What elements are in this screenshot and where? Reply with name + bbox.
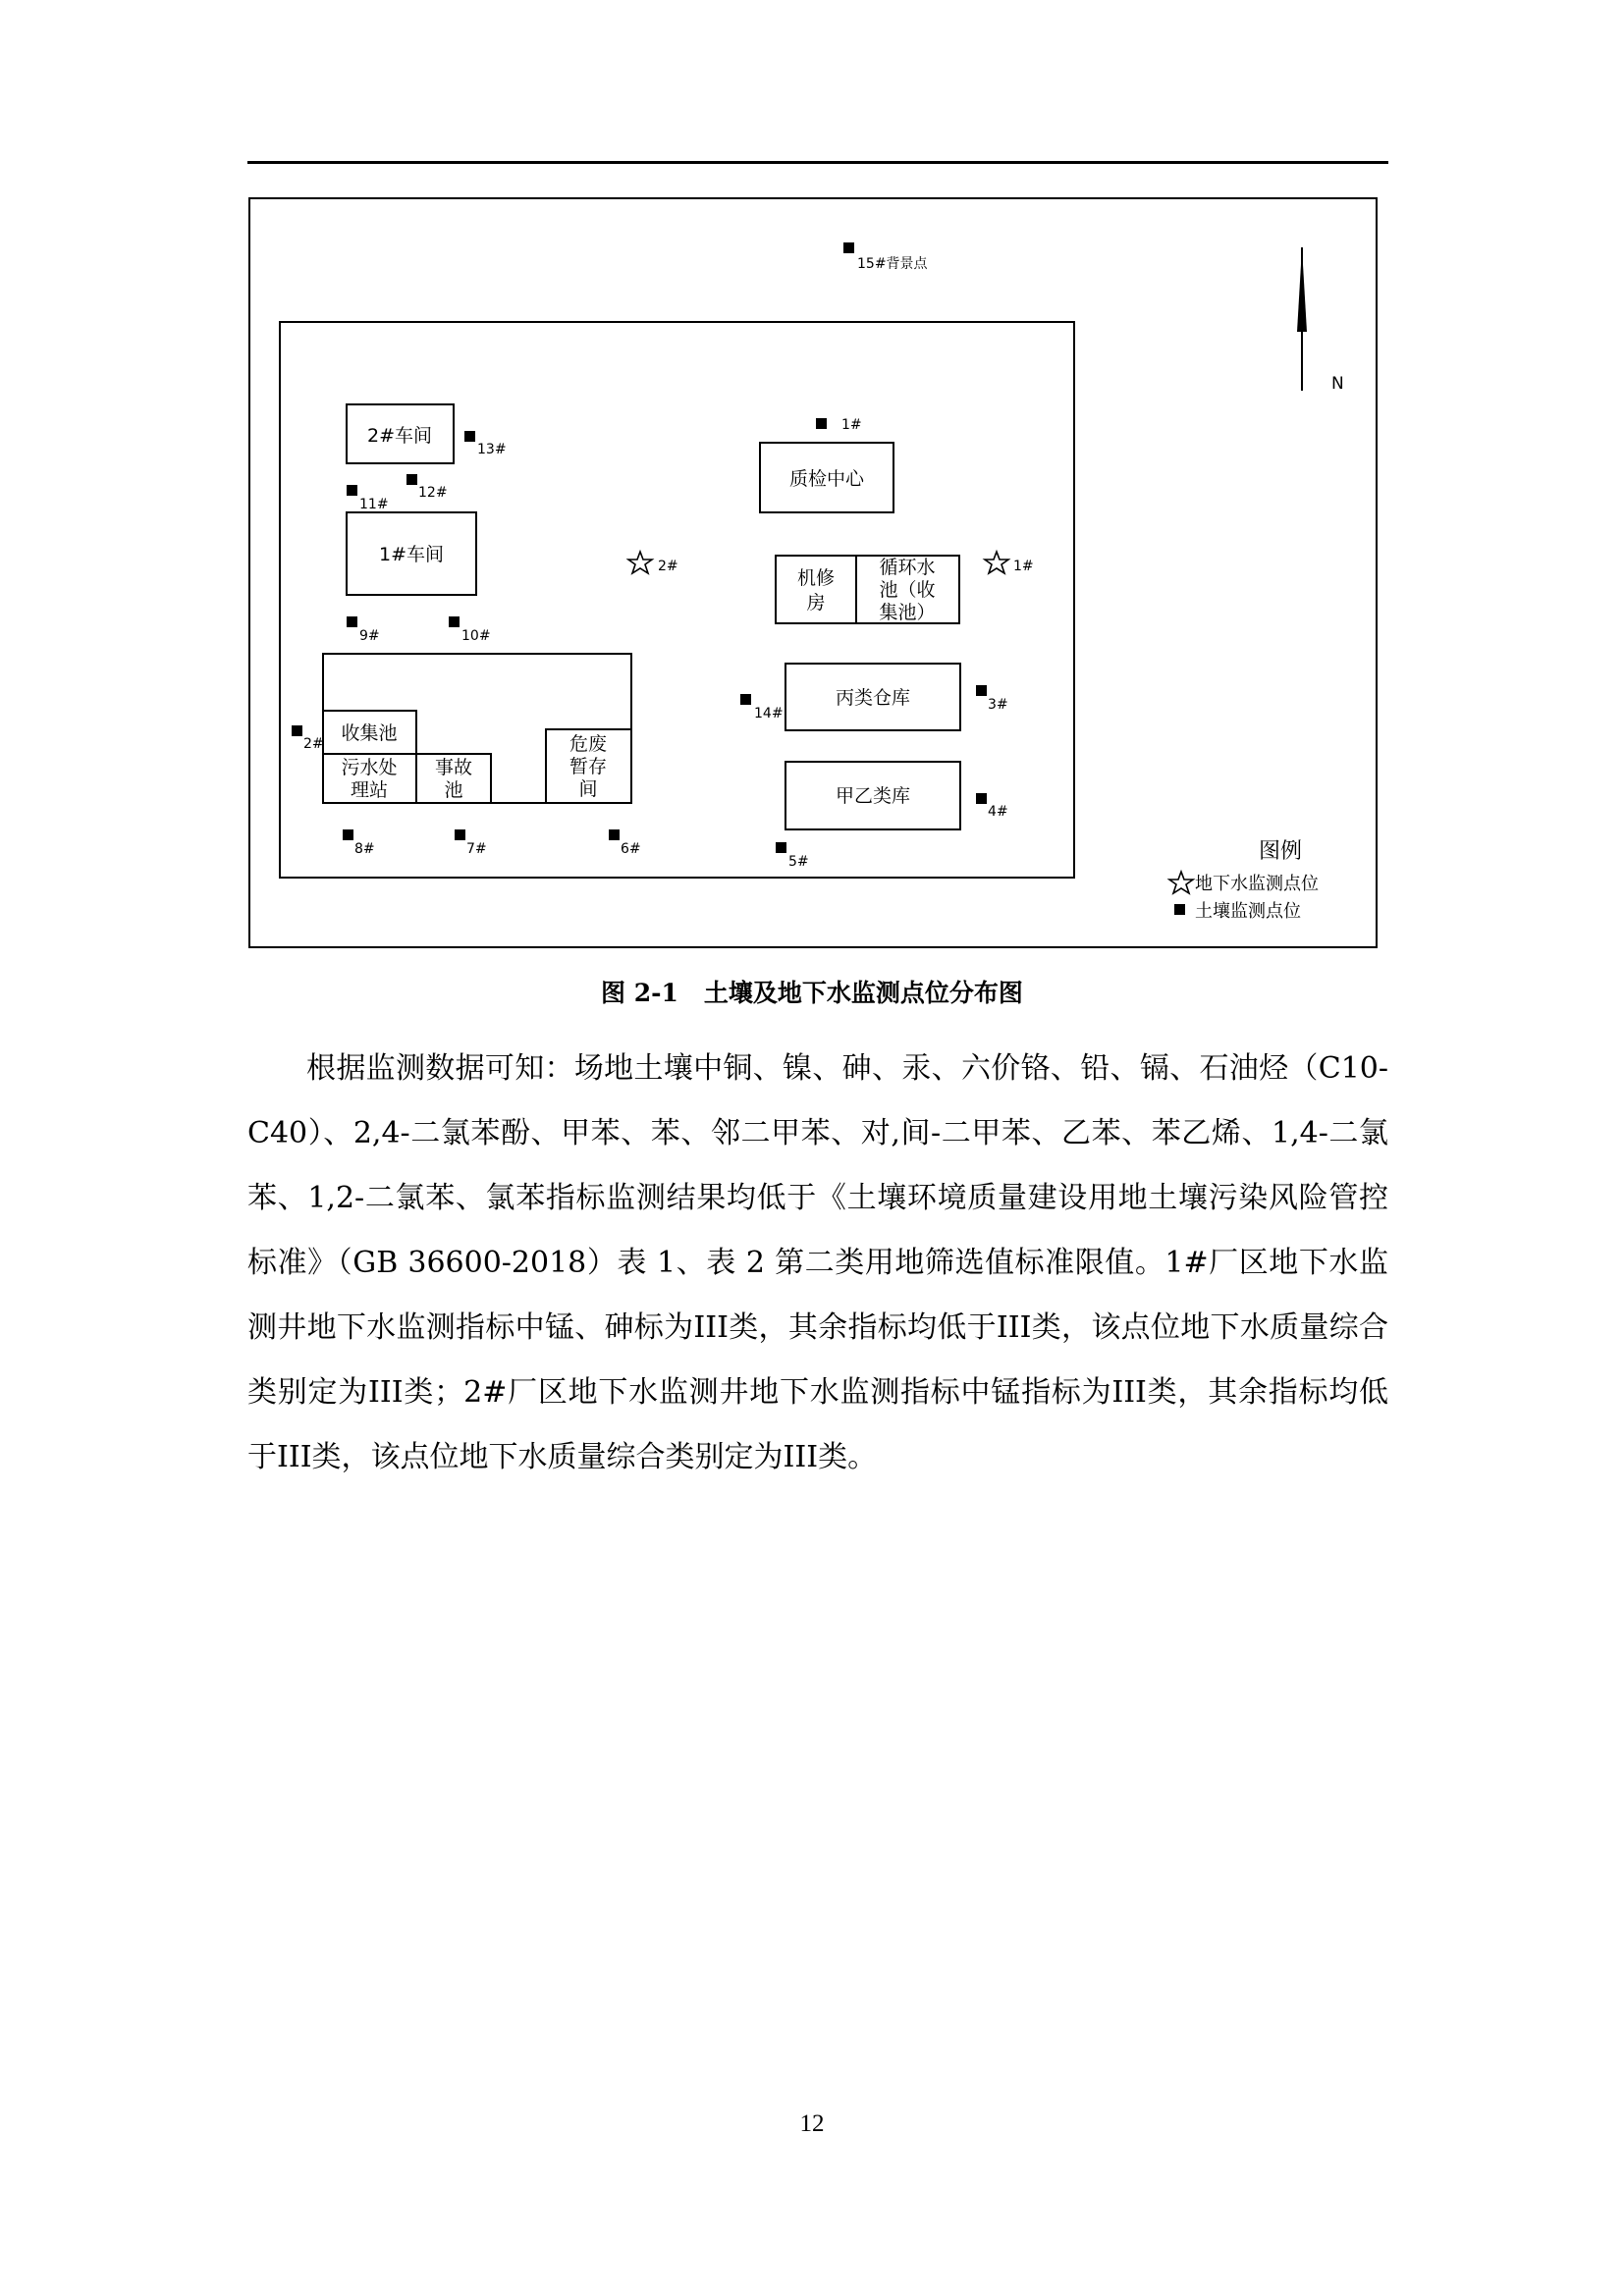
hazwaste-line1: 危废 [568, 733, 608, 755]
hazwaste-line3: 间 [578, 778, 598, 800]
soil-point-7-label: 7# [466, 841, 487, 857]
soil-point-15-label: 15#背景点 [857, 256, 928, 272]
soil-point-4-label: 4# [988, 804, 1008, 820]
circ-pool-line3: 集池） [879, 602, 936, 623]
groundwater-point-1-star [985, 552, 1008, 573]
hazwaste-line2: 暂存 [568, 756, 608, 777]
north-arrow-icon [1297, 247, 1307, 332]
warehouse-c-label: 丙类仓库 [835, 687, 911, 709]
circ-pool-line2: 池（收 [879, 579, 936, 601]
soil-point-1-marker [816, 418, 827, 429]
repair-room-line2: 房 [806, 592, 826, 614]
figure-caption [0, 974, 1624, 1009]
soil-point-14-label: 14# [754, 706, 784, 721]
soil-point-9-label: 9# [359, 628, 380, 644]
north-label: N [1331, 374, 1344, 394]
groundwater-point-1-label: 1# [1013, 559, 1034, 574]
soil-point-10-label: 10# [461, 628, 491, 644]
caption-title: 土壤及地下水监测点位分布图 [703, 979, 1023, 1007]
soil-point-5-label: 5# [788, 854, 809, 870]
soil-point-12-label: 12# [418, 485, 448, 501]
caption-number: 图 2-1 [601, 979, 678, 1007]
soil-point-13-marker [464, 431, 475, 442]
soil-point-3-marker [976, 685, 987, 696]
soil-point-2-label: 2# [303, 736, 324, 752]
soil-point-4-marker [976, 793, 987, 804]
repair-room-line1: 机修 [796, 567, 836, 589]
groundwater-point-2-label: 2# [658, 559, 678, 574]
workshop-1-label: 1#车间 [378, 544, 445, 565]
legend-star-icon [1169, 872, 1193, 893]
soil-point-10-marker [449, 616, 460, 627]
body-paragraph: 根据监测数据可知：场地土壤中铜、镍、砷、汞、六价铬、铅、镉、石油烃（C10-C40）、2,4-二氯苯酚、甲苯、苯、邻二甲苯、对,间-二甲苯、乙苯、苯乙烯、1,4-二氯苯、1,2-二氯苯、氯苯指标监测结果均低于《土壤环境质量建设用地土壤污染风险管控标准》（GB 36600-2018）表 1、表 2 第二类用地筛选值标准限值。1#厂区地下水监测井地下水监测指标中锰、砷标为III类，其余指标均低于III类，该点位地下水质量综合类别定为III类；2#厂区地下水监测井地下水监测指标中锰指标为III类，其余指标均低于III类，该点位地下水质量综合类别定为III类。 [247, 1051, 1388, 1474]
soil-point-15-marker [843, 242, 854, 253]
warehouse-ab-label: 甲乙类库 [835, 785, 911, 807]
accident-pool-line1: 事故 [434, 757, 473, 778]
workshop-2-label: 2#车间 [366, 425, 433, 447]
qc-center-label: 质检中心 [788, 468, 865, 490]
soil-point-1-label: 1# [841, 417, 862, 433]
soil-point-3-label: 3# [988, 697, 1008, 713]
soil-point-8-marker [343, 829, 353, 840]
sewage-station-line2: 理站 [350, 779, 389, 801]
soil-point-11-marker [347, 485, 357, 496]
soil-point-12-marker [406, 474, 417, 485]
soil-point-13-label: 13# [477, 442, 507, 457]
soil-point-6-label: 6# [621, 841, 641, 857]
soil-point-11-label: 11# [359, 497, 389, 512]
soil-point-9-marker [347, 616, 357, 627]
legend-square-icon [1174, 904, 1185, 915]
soil-point-6-marker [609, 829, 620, 840]
page-number: 12 [799, 2110, 825, 2137]
soil-point-7-marker [455, 829, 465, 840]
legend-soil-label: 土壤监测点位 [1195, 901, 1301, 922]
groundwater-point-2-star [628, 552, 652, 573]
collect-pool-label: 收集池 [341, 722, 398, 744]
sewage-station-line1: 污水处 [341, 757, 398, 778]
circ-pool-line1: 循环水 [879, 557, 936, 578]
legend-title: 图例 [1259, 839, 1303, 864]
legend-groundwater-label: 地下水监测点位 [1195, 874, 1319, 894]
soil-point-8-label: 8# [354, 841, 375, 857]
soil-point-2-marker [292, 725, 302, 736]
soil-point-14-marker [740, 694, 751, 705]
soil-point-5-marker [776, 842, 786, 853]
accident-pool-line2: 池 [444, 779, 463, 801]
